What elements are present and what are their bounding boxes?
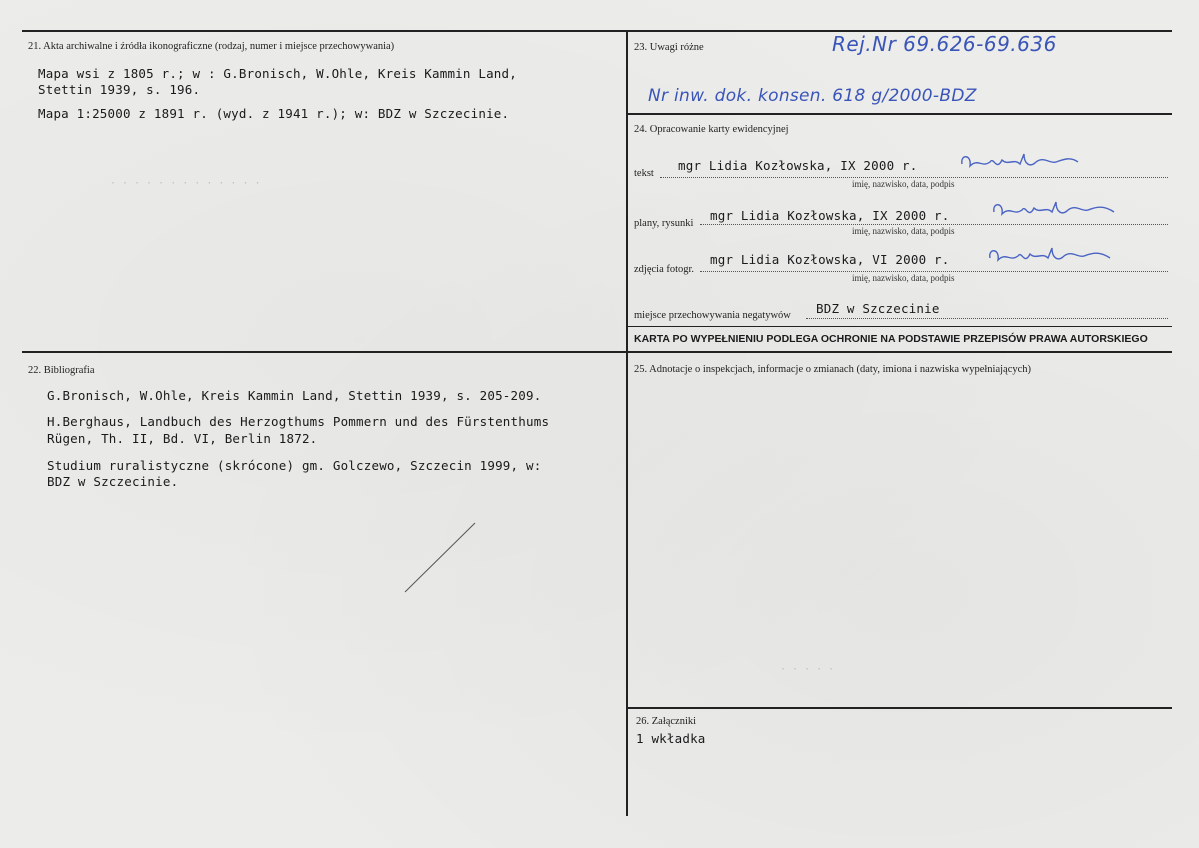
show-through-text: · · · · · bbox=[780, 664, 835, 675]
middle-border bbox=[22, 351, 1172, 353]
drawings-author-value: mgr Lidia Kozłowska, IX 2000 r. bbox=[710, 208, 950, 223]
bibliography-line-2: H.Berghaus, Landbuch des Herzogthums Pommern und des Fürstenthums bbox=[47, 414, 550, 429]
section-25-heading: 25. Adnotacje o inspekcjach, informacje o zmianach (daty, imiona i nazwiska wypełniających) bbox=[634, 364, 1032, 375]
copyright-note: KARTA PO WYPEŁNIENIU PODLEGA OCHRONIE NA PODSTAWIE PRZEPISÓW PRAWA AUTORSKIEGO bbox=[634, 333, 1148, 345]
dotted-line bbox=[806, 318, 1168, 319]
pencil-mark bbox=[400, 520, 480, 600]
text-author-caption: imię, nazwisko, data, podpis bbox=[852, 179, 955, 189]
text-author-value: mgr Lidia Kozłowska, IX 2000 r. bbox=[678, 158, 918, 173]
section-23-24-divider bbox=[626, 113, 1172, 115]
photos-author-label: zdjęcia fotogr. bbox=[634, 264, 695, 275]
archive-line-2: Stettin 1939, s. 196. bbox=[38, 82, 201, 97]
signature bbox=[986, 244, 1116, 272]
signature bbox=[958, 150, 1088, 178]
section-25-26-divider bbox=[626, 707, 1172, 709]
negatives-label: miejsce przechowywania negatywów bbox=[634, 310, 791, 321]
archive-line-3: Mapa 1:25000 z 1891 r. (wyd. z 1941 r.); w: BDZ w Szczecinie. bbox=[38, 106, 510, 121]
text-author-label: tekst bbox=[634, 168, 654, 179]
section-21-heading: 21. Akta archiwalne i źródła ikonograficzne (rodzaj, numer i miejsce przechowywania) bbox=[28, 41, 395, 52]
drawings-author-caption: imię, nazwisko, data, podpis bbox=[852, 226, 955, 236]
bibliography-line-1: G.Bronisch, W.Ohle, Kreis Kammin Land, Stettin 1939, s. 205-209. bbox=[47, 388, 542, 403]
registry-number-handwritten: Rej.Nr 69.626-69.636 bbox=[832, 32, 1057, 56]
negatives-divider bbox=[626, 326, 1172, 327]
dotted-line bbox=[660, 177, 1168, 178]
photos-author-caption: imię, nazwisko, data, podpis bbox=[852, 273, 955, 283]
section-24-heading: 24. Opracowanie karty ewidencyjnej bbox=[634, 124, 789, 135]
negatives-value: BDZ w Szczecinie bbox=[816, 301, 940, 316]
section-23-heading: 23. Uwagi różne bbox=[634, 42, 704, 53]
section-22-heading: 22. Bibliografia bbox=[28, 365, 95, 376]
attachments-value: 1 wkładka bbox=[636, 731, 706, 746]
bibliography-line-5: BDZ w Szczecinie. bbox=[47, 474, 179, 489]
show-through-text: · · · · · · · · · · · · · bbox=[110, 178, 261, 189]
section-26-heading: 26. Załączniki bbox=[636, 716, 697, 727]
inventory-note-handwritten: Nr inw. dok. konsen. 618 g/2000-BDZ bbox=[648, 86, 977, 106]
center-divider bbox=[626, 30, 628, 816]
bibliography-line-3: Rügen, Th. II, Bd. VI, Berlin 1872. bbox=[47, 431, 318, 446]
bibliography-line-4: Studium ruralistyczne (skrócone) gm. Golczewo, Szczecin 1999, w: bbox=[47, 458, 542, 473]
drawings-author-label: plany, rysunki bbox=[634, 218, 694, 229]
photos-author-value: mgr Lidia Kozłowska, VI 2000 r. bbox=[710, 252, 950, 267]
signature bbox=[990, 198, 1120, 226]
archive-line-1: Mapa wsi z 1805 r.; w : G.Bronisch, W.Ohle, Kreis Kammin Land, bbox=[38, 66, 517, 81]
